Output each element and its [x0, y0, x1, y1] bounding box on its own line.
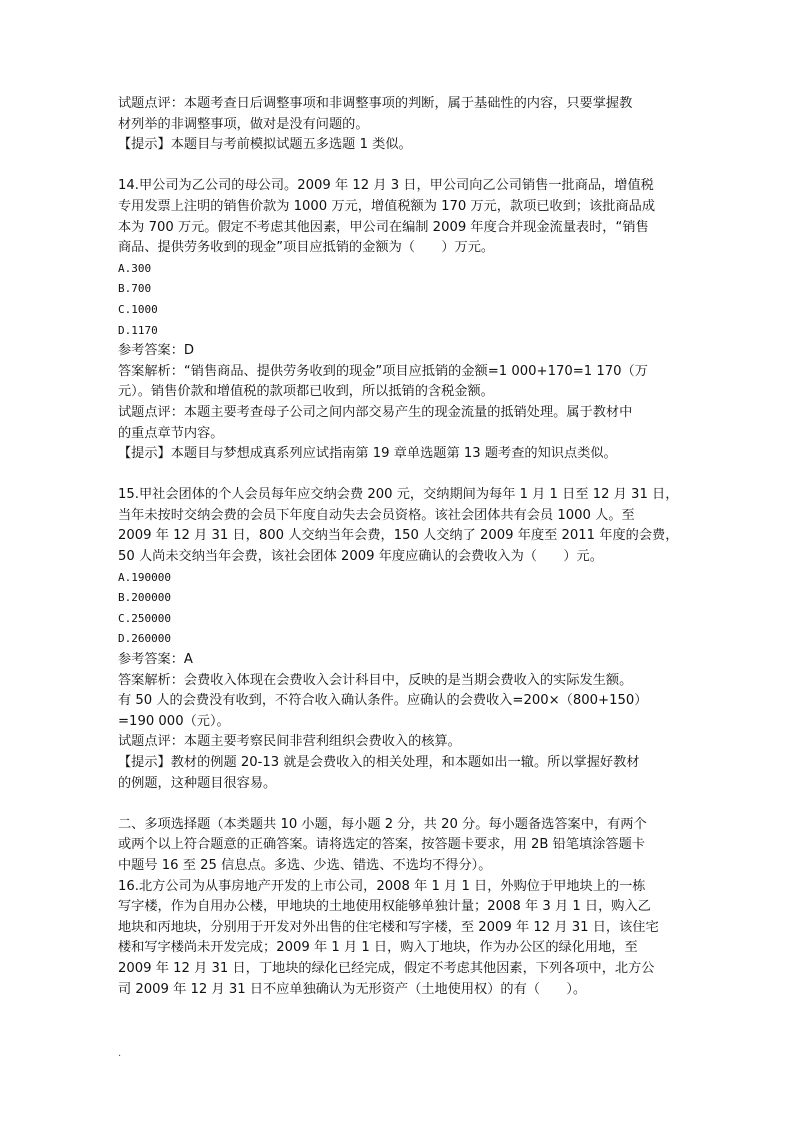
text-line: 试题点评：本题考查日后调整事项和非调整事项的判断，属于基础性的内容，只要掌握教	[118, 96, 633, 111]
spacer	[118, 156, 690, 177]
question-15	[118, 485, 690, 794]
question-comment	[118, 732, 690, 753]
document-body	[118, 94, 690, 1000]
answer-analysis	[118, 671, 690, 733]
option-item: D.260000	[118, 632, 171, 646]
text-line: 答案解析：会费收入体现在会费收入会计科目中，反映的是当期会费收入的实际发生额。	[118, 672, 633, 688]
option-item: A.190000	[118, 570, 171, 584]
option-item: C.250000	[118, 611, 171, 625]
text-line: 中题号 16 至 25 信息点。多选、少选、错选、不选均不得分）。	[118, 857, 492, 873]
text-line: 地块和丙地块，分别用于开发对外出售的住宅楼和写字楼，至 2009 年 12 月 31 日，该住宅	[118, 919, 659, 935]
spacer	[118, 794, 690, 815]
text-line: 写字楼，作为自用办公楼，甲地块的土地使用权能够单独计量；2008 年 3 月 1 日，购入乙	[118, 899, 651, 915]
question-16	[118, 877, 690, 1001]
question-stem	[118, 176, 690, 258]
text-line: 15.甲社会团体的个人会员每年应交纳会费 200 元，交纳期间为每年 1 月 1 日至 12 月 31 日，	[118, 487, 679, 503]
text-line: 16.北方公司为从事房地产开发的上市公司，2008 年 1 月 1 日，外购位于甲地块上的一栋	[118, 878, 646, 894]
reference-answer: 参考答案：A	[118, 652, 193, 668]
option-item: B.700	[118, 282, 152, 296]
text-line: 【提示】本题目与考前模拟试题五多选题 1 类似。	[118, 137, 412, 153]
question-stem	[118, 877, 690, 1001]
intro-comment	[118, 94, 690, 135]
question-14	[118, 176, 690, 464]
text-line: 14.甲公司为乙公司的母公司。2009 年 12 月 3 日，甲公司向乙公司销售一批商品，增值税	[118, 178, 654, 194]
option-item: D.1170	[118, 323, 158, 337]
text-line: 的重点章节内容。	[118, 425, 224, 441]
option-item: C.1000	[118, 302, 158, 316]
text-line: 有 50 人的会费没有收到，不符合收入确认条件。应确认的会费收入=200×（800+150）	[118, 693, 648, 709]
text-line: 50 人尚未交纳当年会费，该社会团体 2009 年度应确认的会费收入为（ ）元。	[118, 549, 603, 565]
section-heading-multiple-choice	[118, 815, 690, 877]
option-list	[118, 568, 690, 650]
footer-mark: .	[118, 1048, 122, 1059]
option-list	[118, 259, 690, 341]
text-line: 当年未按时交纳会费的会员下年度自动失去会员资格。该社会团体共有会员 1000 人。至	[118, 507, 635, 523]
text-line: 专用发票上注明的销售价款为 1000 万元，增值税额为 170 万元，款项已收到；该批商品成	[118, 198, 656, 214]
question-comment	[118, 403, 690, 444]
reference-answer: 参考答案：D	[118, 343, 195, 359]
text-line: 材列举的非调整事项，做对是没有问题的。	[118, 116, 369, 132]
text-line: 或两个以上符合题意的正确答案。请将选定的答案，按答题卡要求，用 2B 铅笔填涂答题卡	[118, 837, 645, 853]
text-line: 【提示】教材的例题 20-13 就是会费收入的相关处理，和本题如出一辙。所以掌握好教材	[118, 755, 640, 770]
text-line: 本为 700 万元。假定不考虑其他因素，甲公司在编制 2009 年度合并现金流量表时，“销售	[118, 219, 649, 235]
text-line: 【提示】本题目与梦想成真系列应试指南第 19 章单选题第 13 题考查的知识点类似。	[118, 446, 617, 462]
option-item: B.200000	[118, 591, 171, 605]
spacer	[118, 465, 690, 486]
text-line: 二、多项选择题（本类题共 10 小题，每小题 2 分，共 20 分。每小题备选答案中，有两个	[118, 816, 647, 832]
text-line: 商品、提供劳务收到的现金”项目应抵销的金额为（ ）万元。	[118, 240, 495, 256]
text-line: 试题点评：本题主要考查母子公司之间内部交易产生的现金流量的抵销处理。属于教材中	[118, 404, 633, 420]
text-line: 司 2009 年 12 月 31 日不应单独确认为无形资产（土地使用权）的有（ ）。	[118, 981, 587, 997]
question-stem	[118, 485, 690, 567]
text-line: 2009 年 12 月 31 日，丁地块的绿化已经完成，假定不考虑其他因素，下列各项中，北方公	[118, 960, 655, 976]
text-line: 楼和写字楼尚未开发完成；2009 年 1 月 1 日，购入丁地块，作为办公区的绿化用地，至	[118, 940, 638, 956]
text-line: 元）。销售价款和增值税的款项都已收到，所以抵销的含税金额。	[118, 384, 494, 400]
text-line: 答案解析：“销售商品、提供劳务收到的现金”项目应抵销的金额=1 000+170=1 170（万	[118, 363, 648, 379]
option-item: A.300	[118, 261, 152, 275]
text-line: =190 000（元）。	[118, 713, 230, 729]
intro-hint	[118, 135, 690, 156]
text-line: 试题点评：本题主要考察民间非营利组织会费收入的核算。	[118, 734, 461, 750]
text-line: 2009 年 12 月 31 日，800 人交纳当年会费，150 人交纳了 2009 年度至 2011 年度的会费，	[118, 528, 679, 544]
question-hint	[118, 753, 690, 794]
question-hint	[118, 444, 690, 465]
answer-analysis	[118, 362, 690, 403]
text-line: 的例题，这种题目很容易。	[118, 775, 277, 791]
